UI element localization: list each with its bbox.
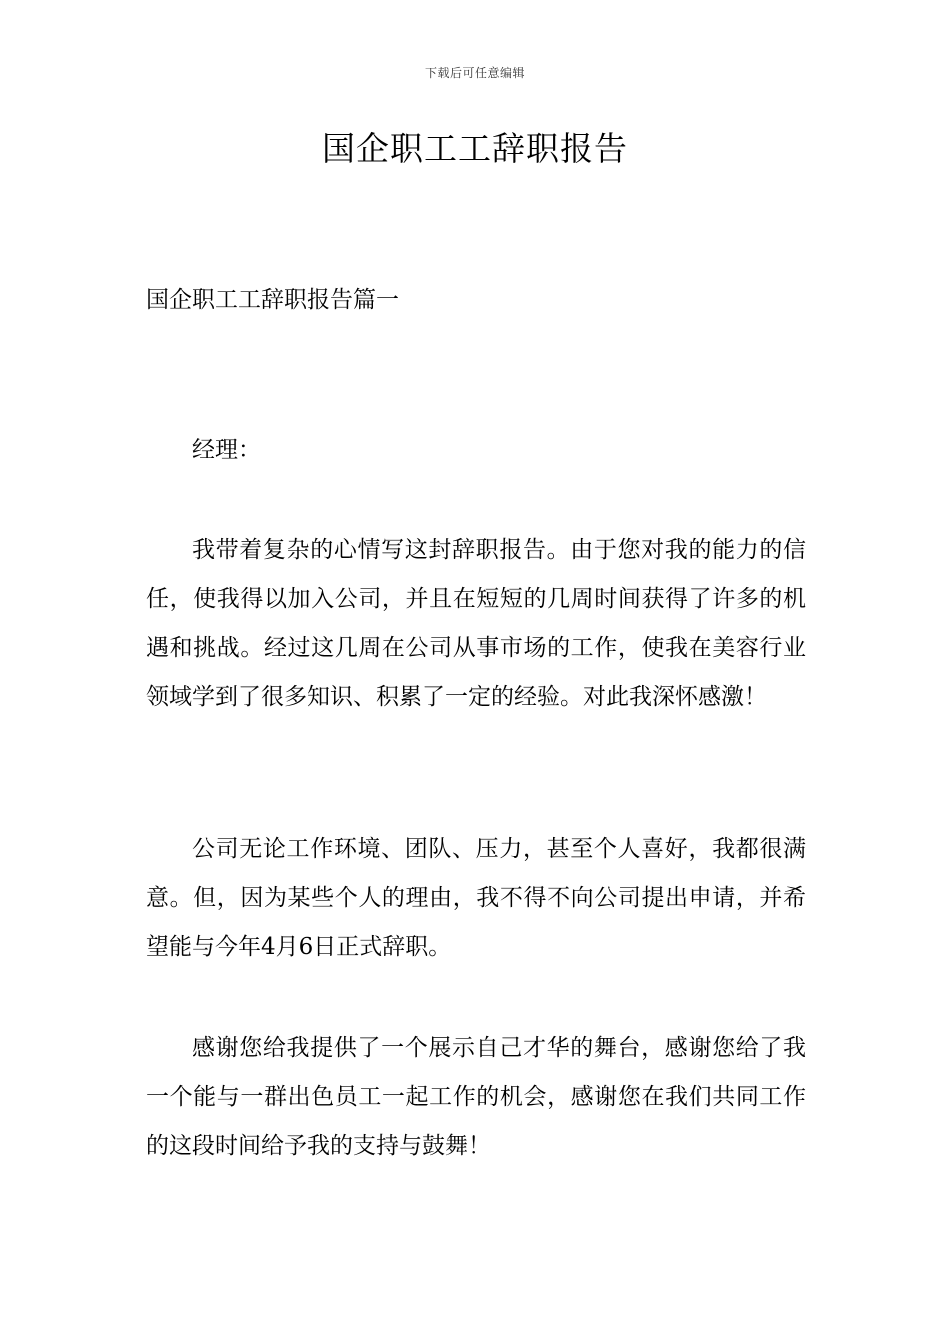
body-paragraph-3: 感谢您给我提供了一个展示自己才华的舞台，感谢您给了我一个能与一群出色员工一起工作的机会，感谢您在我们共同工作的这段时间给予我的支持与鼓舞！ bbox=[146, 1035, 806, 1159]
section-heading: 国企职工工辞职报告篇一 bbox=[146, 287, 399, 313]
header-note: 下载后可任意编辑 bbox=[424, 66, 525, 80]
document-title: 国企职工工辞职报告 bbox=[322, 129, 628, 168]
body-paragraph-1: 我带着复杂的心情写这封辞职报告。由于您对我的能力的信任，使我得以加入公司，并且在短短的几周时间获得了许多的机遇和挑战。经过这几周在公司从事市场的工作，使我在美容行业领域学到了很多知识、积累了一定的经验。对此我深怀感激！ bbox=[146, 537, 806, 710]
salutation: 经理： bbox=[192, 437, 261, 463]
body-paragraph-2: 公司无论工作环境、团队、压力，甚至个人喜好，我都很满意。但，因为某些个人的理由，我不得不向公司提出申请，并希望能与今年4月6日正式辞职。 bbox=[146, 836, 806, 960]
